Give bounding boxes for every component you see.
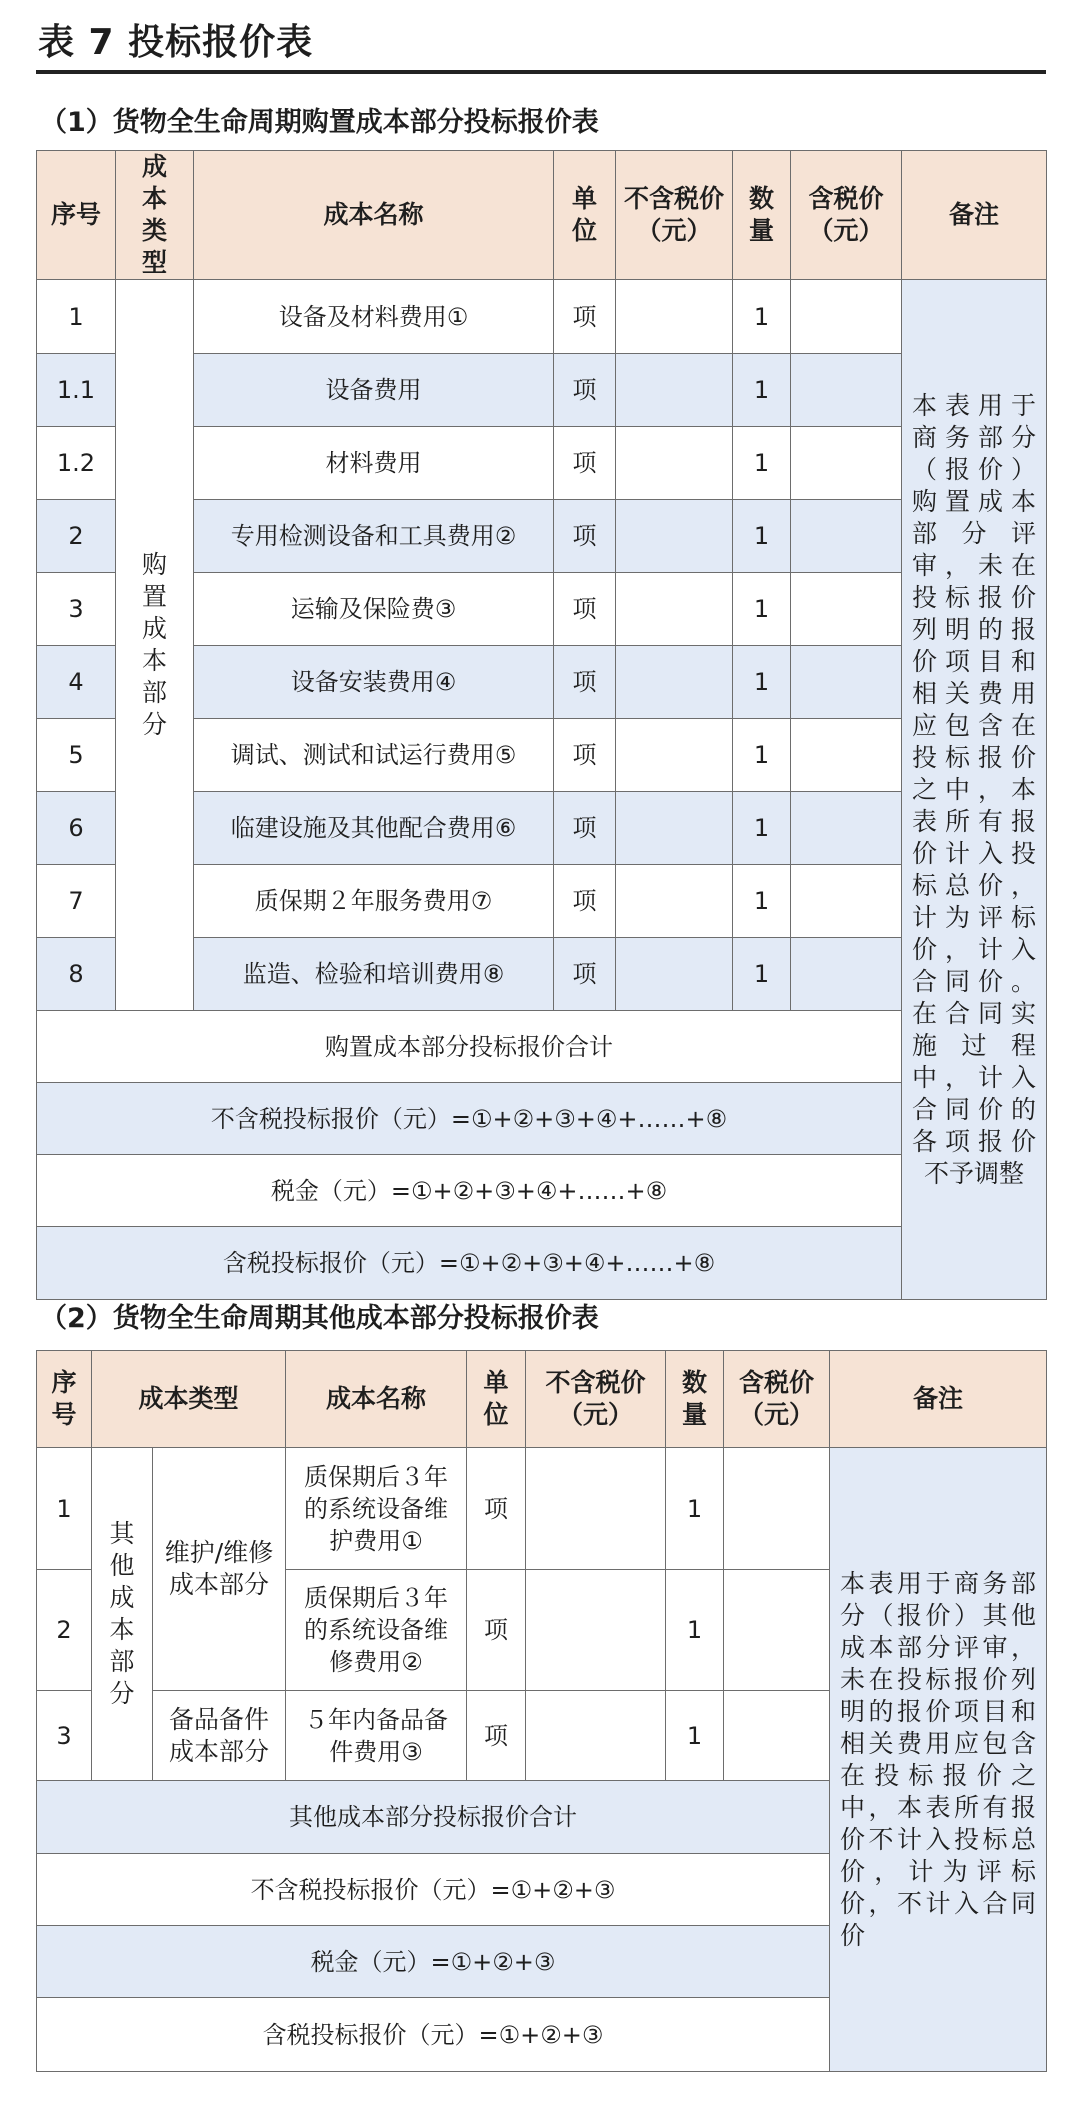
row-quantity: 1: [733, 719, 791, 792]
row-unit: 项: [554, 792, 616, 865]
cost-type-cell: 其他成本部分: [92, 1448, 153, 1781]
row-cost-name: 质保期后３年的系统设备维护费用①: [286, 1448, 467, 1570]
summary-price-incl-tax: 含税投标报价（元）=①+②+③: [37, 1998, 830, 2072]
row-seq: 2: [37, 500, 116, 573]
summary-total-label: 购置成本部分投标报价合计: [37, 1011, 902, 1083]
row-seq: 4: [37, 646, 116, 719]
row-quantity: 1: [733, 500, 791, 573]
header-cost-name: 成本名称: [286, 1351, 467, 1448]
row-quantity: 1: [733, 280, 791, 354]
row-quantity: 1: [733, 427, 791, 500]
header-unit: 单位: [467, 1351, 526, 1448]
row-seq: 1.2: [37, 427, 116, 500]
header-quantity: 数量: [733, 151, 791, 280]
row-cost-name: 专用检测设备和工具费用②: [194, 500, 554, 573]
summary-row: [37, 1155, 1047, 1227]
row-cost-name: 质保期２年服务费用⑦: [194, 865, 554, 938]
row-price-incl-tax: [724, 1570, 830, 1691]
row-cost-name: 设备费用: [194, 354, 554, 427]
row-seq: 2: [37, 1570, 92, 1691]
row-quantity: 1: [733, 646, 791, 719]
row-price-incl-tax: [791, 500, 902, 573]
row-price-excl-tax: [526, 1448, 666, 1570]
header-quantity: 数量: [666, 1351, 724, 1448]
row-seq: 6: [37, 792, 116, 865]
header-seq: 序号: [37, 151, 116, 280]
summary-row: [37, 1083, 1047, 1155]
row-unit: 项: [554, 865, 616, 938]
summary-tax: 税金（元）=①+②+③+④+……+⑧: [37, 1155, 902, 1227]
row-price-incl-tax: [791, 792, 902, 865]
row-price-excl-tax: [616, 427, 733, 500]
row-seq: 1.1: [37, 354, 116, 427]
table1-subtitle: （1）货物全生命周期购置成本部分投标报价表: [40, 107, 599, 138]
row-price-incl-tax: [724, 1691, 830, 1781]
row-price-excl-tax: [616, 280, 733, 354]
row-unit: 项: [554, 280, 616, 354]
row-price-excl-tax: [616, 573, 733, 646]
table2-subtitle: （2）货物全生命周期其他成本部分投标报价表: [40, 1303, 599, 1334]
summary-tax: 税金（元）=①+②+③: [37, 1926, 830, 1998]
row-cost-name: 调试、测试和试运行费用⑤: [194, 719, 554, 792]
other-cost-price-table: [36, 1350, 1047, 2072]
summary-row: [37, 1227, 1047, 1300]
row-cost-name: 质保期后３年的系统设备维修费用②: [286, 1570, 467, 1691]
row-unit: 项: [467, 1448, 526, 1570]
row-cost-name: ５年内备品备件费用③: [286, 1691, 467, 1781]
row-quantity: 1: [733, 354, 791, 427]
row-unit: 项: [554, 646, 616, 719]
row-unit: 项: [554, 354, 616, 427]
row-price-incl-tax: [791, 938, 902, 1011]
row-price-excl-tax: [526, 1570, 666, 1691]
cost-type-cell: 购置成本部分: [116, 280, 194, 1011]
row-price-excl-tax: [616, 719, 733, 792]
row-cost-name: 运输及保险费③: [194, 573, 554, 646]
row-price-excl-tax: [616, 646, 733, 719]
row-cost-name: 监造、检验和培训费用⑧: [194, 938, 554, 1011]
summary-row: [37, 1011, 1047, 1083]
header-cost-type: 成本类型: [116, 151, 194, 280]
row-seq: 5: [37, 719, 116, 792]
header-price-incl-tax: 含税价（元）: [791, 151, 902, 280]
row-price-incl-tax: [791, 427, 902, 500]
row-price-excl-tax: [616, 792, 733, 865]
row-unit: 项: [554, 719, 616, 792]
title-divider: [36, 70, 1046, 74]
summary-total-label: 其他成本部分投标报价合计: [37, 1781, 830, 1854]
header-seq: 序号: [37, 1351, 92, 1448]
sub-cost-type-cell: 维护/维修成本部分: [153, 1448, 286, 1691]
page-title: 表 7 投标报价表: [38, 22, 314, 63]
sub-cost-type-cell: 备品备件成本部分: [153, 1691, 286, 1781]
row-quantity: 1: [666, 1448, 724, 1570]
table-header-row: [37, 151, 1047, 280]
row-unit: 项: [467, 1691, 526, 1781]
row-cost-name: 设备及材料费用①: [194, 280, 554, 354]
row-quantity: 1: [733, 573, 791, 646]
row-quantity: 1: [733, 792, 791, 865]
row-unit: 项: [554, 500, 616, 573]
row-quantity: 1: [666, 1691, 724, 1781]
row-seq: 1: [37, 280, 116, 354]
header-price-excl-tax: 不含税价（元）: [616, 151, 733, 280]
row-cost-name: 设备安装费用④: [194, 646, 554, 719]
row-price-excl-tax: [616, 500, 733, 573]
row-unit: 项: [554, 938, 616, 1011]
row-seq: 7: [37, 865, 116, 938]
row-seq: 3: [37, 573, 116, 646]
row-price-incl-tax: [791, 573, 902, 646]
row-price-excl-tax: [616, 938, 733, 1011]
header-price-excl-tax: 不含税价（元）: [526, 1351, 666, 1448]
row-seq: 1: [37, 1448, 92, 1570]
row-cost-name: 材料费用: [194, 427, 554, 500]
row-price-excl-tax: [526, 1691, 666, 1781]
table-header-row: [37, 1351, 1047, 1448]
row-unit: 项: [554, 573, 616, 646]
header-unit: 单位: [554, 151, 616, 280]
header-remark: 备注: [830, 1351, 1047, 1448]
table-row: [37, 1448, 1047, 1570]
summary-price-excl-tax: 不含税投标报价（元）=①+②+③+④+……+⑧: [37, 1083, 902, 1155]
row-price-excl-tax: [616, 865, 733, 938]
row-price-incl-tax: [724, 1448, 830, 1570]
row-unit: 项: [467, 1570, 526, 1691]
row-cost-name: 临建设施及其他配合费用⑥: [194, 792, 554, 865]
row-seq: 8: [37, 938, 116, 1011]
row-quantity: 1: [733, 938, 791, 1011]
table-row: [37, 280, 1047, 354]
header-cost-type: 成本类型: [92, 1351, 286, 1448]
row-price-incl-tax: [791, 865, 902, 938]
row-unit: 项: [554, 427, 616, 500]
row-price-incl-tax: [791, 719, 902, 792]
remark-cell: 本表用于商务部分（报价）其他成本部分评审，未在投标报价列明的报价项目和相关费用应包含在投标报价之中，本表所有报价不计入投标总价，计为评标价，不计入合同价: [830, 1448, 1047, 2072]
row-price-excl-tax: [616, 354, 733, 427]
header-price-incl-tax: 含税价（元）: [724, 1351, 830, 1448]
row-price-incl-tax: [791, 646, 902, 719]
summary-price-excl-tax: 不含税投标报价（元）=①+②+③: [37, 1854, 830, 1926]
header-remark: 备注: [902, 151, 1047, 280]
row-quantity: 1: [733, 865, 791, 938]
row-price-incl-tax: [791, 354, 902, 427]
summary-price-incl-tax: 含税投标报价（元）=①+②+③+④+……+⑧: [37, 1227, 902, 1300]
row-quantity: 1: [666, 1570, 724, 1691]
row-seq: 3: [37, 1691, 92, 1781]
purchase-cost-price-table: [36, 150, 1047, 1300]
remark-cell: 本表用于商务部分（报价）购置成本部分评审，未在投标报价列明的报价项目和相关费用应包含在投标报价之中，本表所有报价计入投标总价，计为评标价，计入合同价。在合同实施过程中，计入合同价的各项报价不予调整: [902, 280, 1047, 1300]
row-price-incl-tax: [791, 280, 902, 354]
header-cost-name: 成本名称: [194, 151, 554, 280]
